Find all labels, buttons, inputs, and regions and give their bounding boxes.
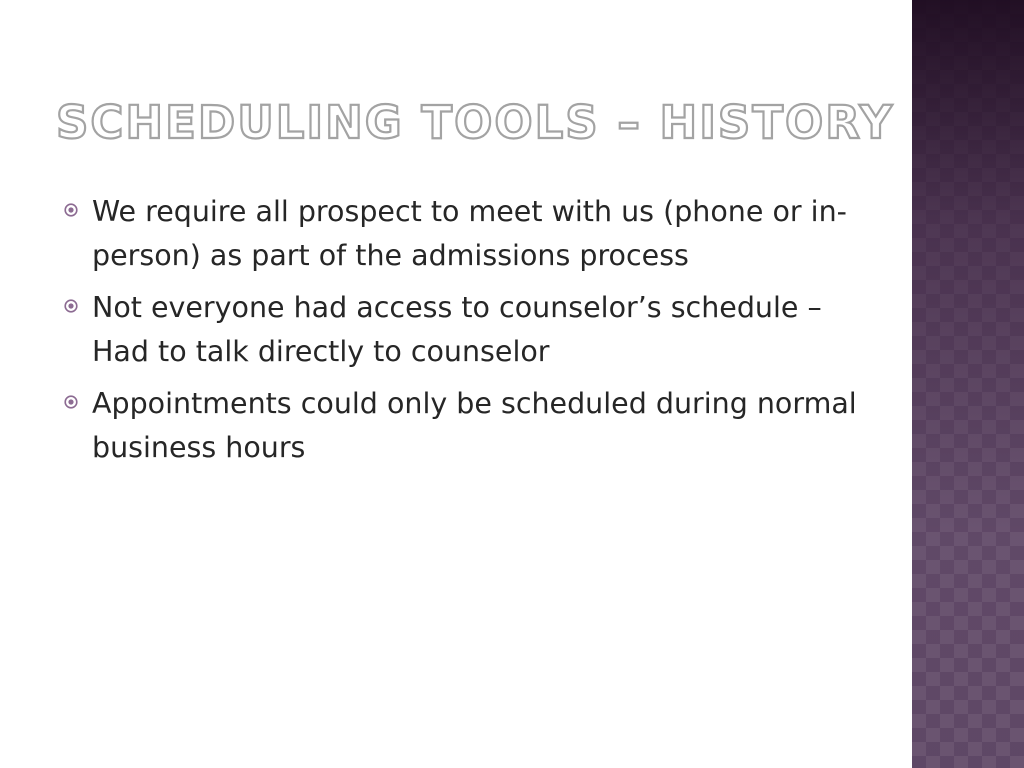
bullet-item [60, 190, 880, 278]
bullet-item [60, 286, 880, 374]
circled-dot-icon [64, 395, 78, 409]
bullet-text: We require all prospect to meet with us (phone or in-person) as part of the admissions process [92, 195, 847, 272]
circled-dot-icon [64, 299, 78, 313]
bullet-text: Not everyone had access to counselor’s schedule – Had to talk directly to counselor [92, 291, 822, 368]
slide-title: SCHEDULING TOOLS – HISTORY [56, 96, 895, 149]
bullet-list [60, 190, 880, 478]
bullet-item [60, 382, 880, 470]
circled-dot-icon [64, 203, 78, 217]
decorative-side-band [912, 0, 1024, 768]
bullet-text: Appointments could only be scheduled during normal business hours [92, 387, 857, 464]
